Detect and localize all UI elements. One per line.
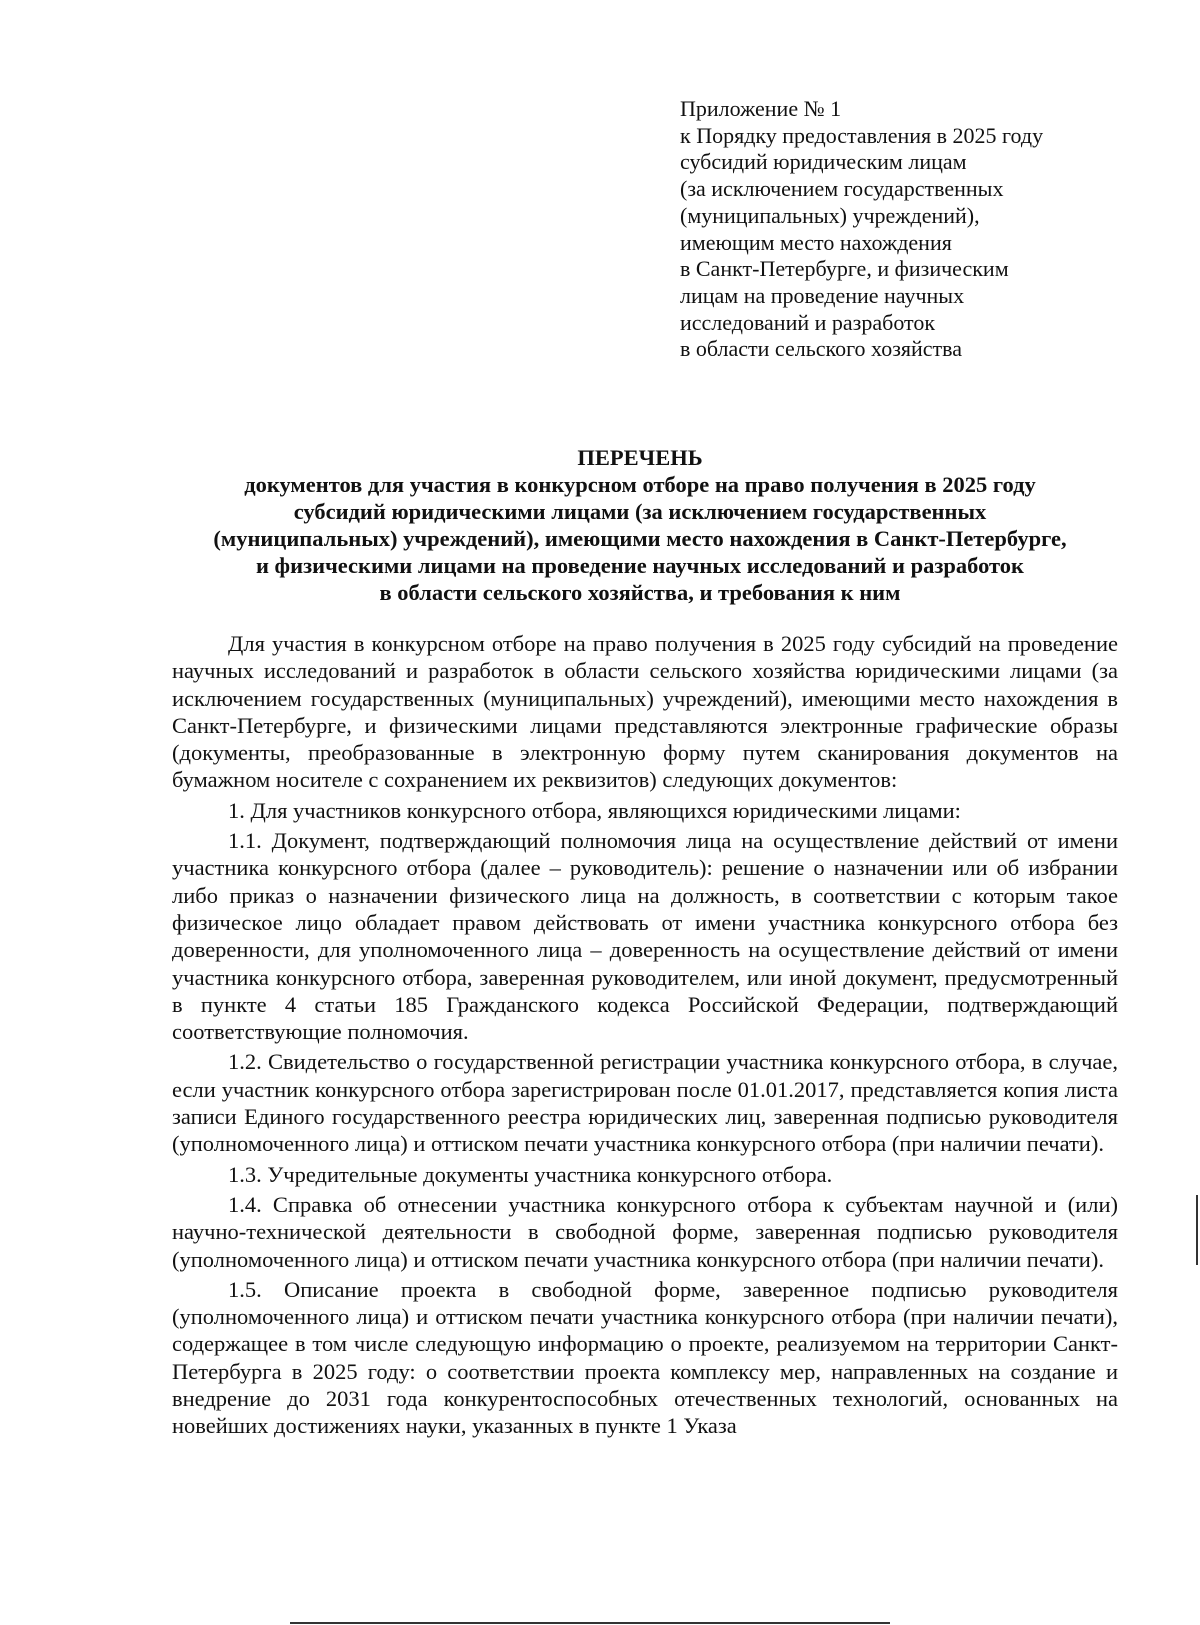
intro-paragraph: Для участия в конкурсном отборе на право получения в 2025 году субсидий на проведение научных исследований и разработок в области сельского хозяйства юридическими лицами (за исключением государственных (муниципальных) учреждений), имеющими место нахождения в Санкт-Петербурге, и физическими лицами представляются электронные графические образы (документы, преобразованные в электронную форму путем сканирования документов на бумажном носителе с сохранением их реквизитов) следующих документов:	[172, 631, 1118, 793]
appendix-line: исследований и разработок	[680, 309, 936, 335]
item-1-5-paragraph: 1.5. Описание проекта в свободной форме, заверенное подписью руководителя (уполномоченного лица) и оттиском печати участника конкурсного отбора (при наличии печати), содержащее в том числе следующую информацию о проекте, реализуемом на территории Санкт-Петербурга в 2025 году: о соответствии проекта комплексу мер, направленных на создание и внедрение до 2031 года конкурентоспособных отечественных технологий, основанных на новейших достижениях науки, указанных в пункте 1 Указа	[172, 1276, 1118, 1439]
appendix-line: (за исключением государственных	[680, 176, 1004, 202]
appendix-line: лицам на проведение научных	[680, 282, 965, 308]
appendix-line: субсидий юридическим лицам	[680, 149, 967, 175]
appendix-line: к Порядку предоставления в 2025 году	[680, 122, 1044, 148]
scan-edge-mark	[1196, 1195, 1198, 1265]
appendix-line: (муниципальных) учреждений),	[680, 202, 980, 228]
appendix-line: в области сельского хозяйства	[680, 336, 963, 362]
item-1-1-paragraph: 1.1. Документ, подтверждающий полномочия лица на осуществление действий от имени участника конкурсного отбора (далее – руководитель): решение о назначении или об избрании либо приказ о назначении физического лица на должность, в соответствии с которым такое физическое лицо обладает правом действовать от имени участника конкурсного отбора без доверенности, для уполномоченного лица – доверенность на осуществление действий от имени участника конкурсного отбора, заверенная руководителем, или иной документ, предусмотренный в пункте 4 статьи 185 Гражданского кодекса Российской Федерации, подтверждающий соответствующие полномочия.	[172, 828, 1118, 1045]
document-heading	[140, 444, 1140, 606]
appendix-line: Приложение № 1	[680, 96, 842, 121]
heading-line: (муниципальных) учреждений), имеющими место нахождения в Санкт-Петербурге,	[213, 526, 1067, 551]
heading-line: субсидий юридическими лицами (за исключением государственных	[293, 499, 987, 524]
scan-bottom-line	[290, 1622, 890, 1624]
heading-line: документов для участия в конкурсном отборе на право получения в 2025 году	[244, 472, 1036, 497]
heading-line: и физическими лицами на проведение научных исследований и разработок	[255, 553, 1025, 578]
item-1-3-paragraph: 1.3. Учредительные документы участника конкурсного отбора.	[228, 1161, 833, 1187]
item-1-2-paragraph: 1.2. Свидетельство о государственной регистрации участника конкурсного отбора, в случае, если участник конкурсного отбора зарегистрирован после 01.01.2017, представляется копия листа записи Единого государственного реестра юридических лиц, заверенная подписью руководителя (уполномоченного лица) и оттиском печати участника конкурсного отбора (при наличии печати).	[172, 1049, 1118, 1157]
appendix-line: в Санкт-Петербурге, и физическим	[680, 256, 1009, 282]
heading-line: в области сельского хозяйства, и требования к ним	[379, 580, 901, 605]
appendix-line: имеющим место нахождения	[680, 229, 952, 255]
document-body	[172, 630, 1118, 1443]
heading-title: ПЕРЕЧЕНЬ	[577, 445, 703, 470]
item-1-4-paragraph: 1.4. Справка об отнесении участника конкурсного отбора к субъектам научной и (или) научно-технической деятельности в свободной форме, заверенная подписью руководителя (уполномоченного лица) и оттиском печати участника конкурсного отбора (при наличии печати).	[172, 1191, 1118, 1272]
appendix-block	[680, 96, 1150, 363]
item-1-paragraph: 1. Для участников конкурсного отбора, являющихся юридическими лицами:	[228, 797, 961, 823]
